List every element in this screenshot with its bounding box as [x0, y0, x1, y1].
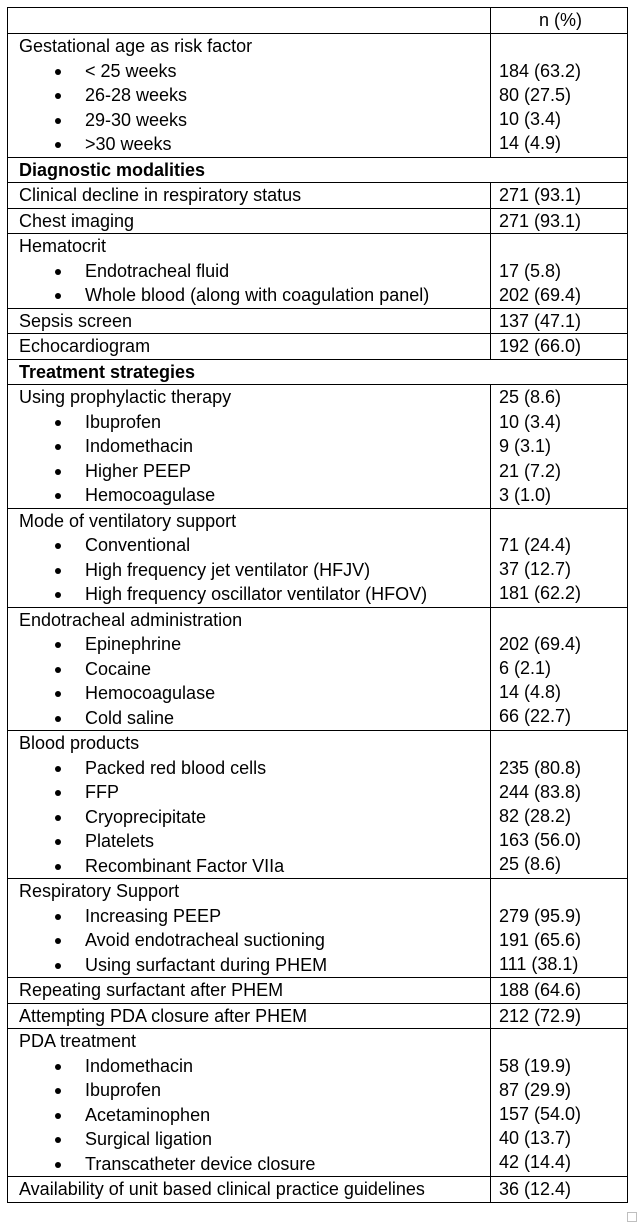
table-row	[8, 208, 628, 234]
list-item	[19, 1103, 482, 1128]
header-row	[8, 8, 628, 34]
list-item-value: 71 (24.4)	[499, 535, 572, 555]
row-value: 192 (66.0)	[491, 334, 628, 360]
list-item-label: Transcatheter device closure	[85, 1153, 316, 1174]
list-item-label: Cold saline	[85, 707, 175, 728]
row-label: Repeating surfactant after PHEM	[8, 978, 491, 1004]
table-row	[8, 1177, 628, 1203]
row-value: 212 (72.9)	[491, 1003, 628, 1029]
list-item-value: 80 (27.5)	[499, 84, 572, 105]
row-value: 188 (64.6)	[491, 978, 628, 1004]
list-item-value: 10 (3.4)	[499, 108, 562, 129]
header-blank-cell	[8, 8, 491, 34]
group-label: Endotracheal administration	[19, 609, 243, 630]
value-spacer	[499, 608, 627, 633]
list-item-label: Using surfactant during PHEM	[85, 954, 328, 975]
list-item-value: 37 (12.7)	[499, 559, 572, 579]
group-label: Mode of ventilatory support	[19, 510, 237, 531]
group-values	[491, 34, 628, 158]
list-item	[19, 805, 482, 830]
list-item	[19, 1127, 482, 1152]
table-row	[8, 1003, 628, 1029]
list-item	[19, 434, 482, 459]
list-item-value: 111 (38.1)	[499, 953, 579, 974]
list-item	[19, 483, 482, 508]
list-item-value: 25 (8.6)	[499, 387, 562, 407]
group-values	[491, 731, 628, 879]
list-item-label: Indomethacin	[85, 436, 194, 456]
list-item-label: Avoid endotracheal suctioning	[85, 930, 325, 950]
list-item-value: 157 (54.0)	[499, 1103, 582, 1124]
table-row	[8, 978, 628, 1004]
list-item-label: Cocaine	[85, 658, 152, 679]
table-row	[8, 157, 628, 183]
group-cell	[8, 234, 491, 309]
list-item-label: Indomethacin	[85, 1055, 194, 1076]
list-item	[19, 582, 482, 607]
group-cell	[8, 731, 491, 879]
list-item-value: 202 (69.4)	[499, 284, 582, 305]
list-item	[19, 928, 482, 953]
table-row	[8, 607, 628, 731]
list-item-label: Ibuprofen	[85, 411, 162, 432]
row-label: Clinical decline in respiratory status	[8, 183, 491, 209]
list-item-label: Packed red blood cells	[85, 757, 267, 778]
list-item-label: Hemocoagulase	[85, 485, 216, 505]
group-cell	[8, 607, 491, 731]
list-item	[19, 854, 482, 879]
list-item-label: Whole blood (along with coagulation panel)	[85, 285, 430, 305]
row-value: 36 (12.4)	[491, 1177, 628, 1203]
list-item-label: Endotracheal fluid	[85, 260, 230, 281]
list-item-label: Ibuprofen	[85, 1080, 162, 1100]
list-item	[19, 459, 482, 484]
list-item-label: 26-28 weeks	[85, 85, 188, 105]
list-item-label: Conventional	[85, 535, 191, 555]
list-item	[19, 780, 482, 805]
list-item-value: 9 (3.1)	[499, 436, 552, 456]
group-label: Respiratory Support	[19, 881, 180, 901]
list-item-label: High frequency jet ventilator (HFJV)	[85, 559, 371, 580]
row-label: Echocardiogram	[8, 334, 491, 360]
group-cell	[8, 385, 491, 509]
value-spacer	[499, 1029, 627, 1054]
list-item-value: 87 (29.9)	[499, 1079, 572, 1100]
table-row	[8, 308, 628, 334]
header-n-percent: n (%)	[491, 8, 628, 34]
group-values	[491, 508, 628, 607]
list-item-value: 235 (80.8)	[499, 757, 582, 778]
list-item-value: 25 (8.6)	[499, 853, 562, 874]
table-row	[8, 879, 628, 978]
list-item-value: 191 (65.6)	[499, 929, 582, 950]
section-heading: Treatment strategies	[8, 359, 491, 385]
list-item	[19, 533, 482, 558]
list-item-value: 3 (1.0)	[499, 485, 552, 505]
row-value: 271 (93.1)	[491, 208, 628, 234]
section-heading-blank	[491, 157, 628, 183]
list-item-value: 40 (13.7)	[499, 1127, 572, 1148]
table-row	[8, 508, 628, 607]
group-cell	[8, 879, 491, 978]
list-item-value: 279 (95.9)	[499, 905, 582, 926]
list-item	[19, 283, 482, 308]
list-item-label: Epinephrine	[85, 634, 182, 654]
row-label: Attempting PDA closure after PHEM	[8, 1003, 491, 1029]
list-item	[19, 1054, 482, 1079]
table-row	[8, 385, 628, 509]
list-item-value: 66 (22.7)	[499, 706, 572, 726]
list-item-label: Surgical ligation	[85, 1129, 213, 1149]
list-item	[19, 756, 482, 781]
list-item-value: 244 (83.8)	[499, 781, 582, 802]
row-value: 271 (93.1)	[491, 183, 628, 209]
list-item	[19, 108, 482, 133]
group-label: Hematocrit	[19, 236, 107, 256]
list-item-label: >30 weeks	[85, 134, 172, 154]
list-item-label: Platelets	[85, 831, 155, 851]
list-item-value: 10 (3.4)	[499, 411, 562, 432]
table-row	[8, 183, 628, 209]
list-item	[19, 829, 482, 854]
list-item-label: High frequency oscillator ventilator (HFOV)	[85, 584, 428, 604]
group-values	[491, 1029, 628, 1177]
group-cell	[8, 508, 491, 607]
group-values	[491, 385, 628, 509]
value-spacer	[499, 509, 627, 534]
table-row	[8, 731, 628, 879]
row-label: Chest imaging	[8, 208, 491, 234]
section-heading-blank	[491, 359, 628, 385]
list-item-label: FFP	[85, 782, 119, 802]
list-item	[19, 558, 482, 583]
group-label: PDA treatment	[19, 1031, 137, 1051]
table-row	[8, 359, 628, 385]
list-item-value: 82 (28.2)	[499, 805, 572, 826]
list-item-label: < 25 weeks	[85, 60, 177, 81]
results-table	[7, 7, 628, 1203]
list-item-value: 58 (19.9)	[499, 1055, 572, 1076]
row-value: 137 (47.1)	[491, 308, 628, 334]
table-row	[8, 334, 628, 360]
list-item	[19, 657, 482, 682]
group-label: Using prophylactic therapy	[19, 387, 232, 407]
list-item-value: 202 (69.4)	[499, 634, 582, 654]
row-label: Sepsis screen	[8, 308, 491, 334]
list-item	[19, 953, 482, 978]
list-item	[19, 681, 482, 706]
list-item	[19, 132, 482, 157]
list-item-value: 163 (56.0)	[499, 829, 582, 850]
table-row	[8, 34, 628, 158]
list-item-value: 17 (5.8)	[499, 260, 562, 281]
list-item-label: Recombinant Factor VIIa	[85, 855, 285, 876]
value-spacer	[499, 234, 627, 259]
list-item	[19, 59, 482, 84]
list-item-label: Higher PEEP	[85, 460, 192, 481]
list-item-label: 29-30 weeks	[85, 109, 188, 130]
value-spacer	[499, 731, 627, 756]
list-item-value: 21 (7.2)	[499, 460, 562, 481]
list-item	[19, 1152, 482, 1177]
group-cell	[8, 34, 491, 158]
group-label: Blood products	[19, 733, 140, 753]
list-item-value: 181 (62.2)	[499, 583, 582, 603]
page-corner-mark	[627, 1212, 637, 1222]
list-item	[19, 904, 482, 929]
list-item-value: 184 (63.2)	[499, 60, 582, 81]
section-heading: Diagnostic modalities	[8, 157, 491, 183]
list-item	[19, 83, 482, 108]
list-item-label: Acetaminophen	[85, 1104, 211, 1125]
value-spacer	[499, 34, 627, 59]
list-item-value: 14 (4.8)	[499, 682, 562, 702]
table-row	[8, 234, 628, 309]
list-item	[19, 632, 482, 657]
group-values	[491, 879, 628, 978]
list-item-value: 14 (4.9)	[499, 132, 562, 153]
list-item	[19, 410, 482, 435]
list-item-label: Hemocoagulase	[85, 683, 216, 703]
group-cell	[8, 1029, 491, 1177]
group-values	[491, 607, 628, 731]
list-item-label: Increasing PEEP	[85, 905, 222, 926]
table-row	[8, 1029, 628, 1177]
group-values	[491, 234, 628, 309]
list-item	[19, 259, 482, 284]
list-item-value: 6 (2.1)	[499, 658, 552, 678]
group-label: Gestational age as risk factor	[19, 36, 253, 56]
list-item-label: Cryoprecipitate	[85, 806, 207, 827]
value-spacer	[499, 879, 627, 904]
row-label: Availability of unit based clinical practice guidelines	[8, 1177, 491, 1203]
list-item	[19, 706, 482, 731]
list-item-value: 42 (14.4)	[499, 1151, 572, 1172]
list-item	[19, 1078, 482, 1103]
